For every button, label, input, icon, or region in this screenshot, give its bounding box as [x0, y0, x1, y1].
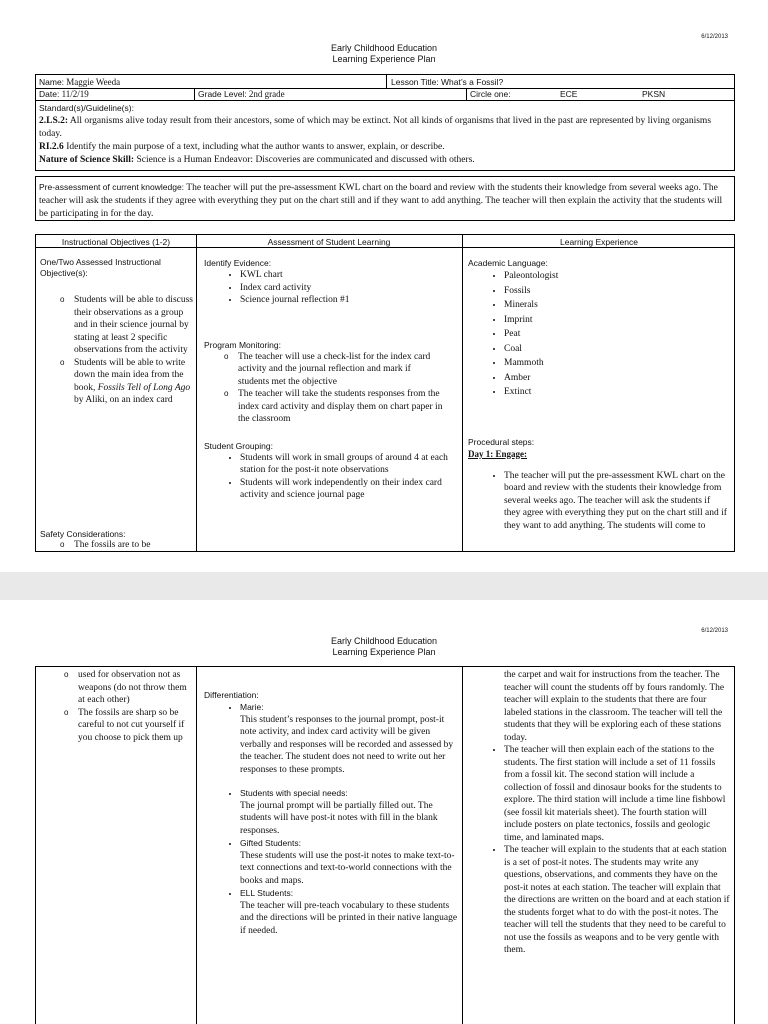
name-value: Maggie Weeda — [66, 77, 121, 87]
objective-1: o Students will be able to discuss their observations as a group and in their science journal by stating at least 2 specific observations from the activity — [74, 294, 194, 357]
lesson-title-field — [391, 76, 731, 88]
circle-one-label: Circle one: — [470, 89, 511, 99]
vocab-item: • Coal — [504, 342, 730, 357]
document-date: 6/12/2013 — [701, 34, 728, 40]
grouping-list — [204, 452, 454, 502]
academic-language-label: Academic Language: — [468, 258, 548, 268]
diff-gifted: • Gifted Students: These students will use the post-it notes to make text-to-text connections and text-to-world connections with the books and maps. — [240, 837, 462, 887]
standard-ri26: RI.2.6 Identify the main purpose of a text, including what the author wants to answer, explain, or describe. — [39, 142, 445, 152]
name-field — [39, 76, 379, 88]
vocabulary-list — [468, 269, 730, 400]
evidence-item: • KWL chart — [240, 269, 458, 282]
date-value: 11/2/19 — [61, 89, 89, 99]
safety-item-1-continued: o used for observation not as weapons (do not throw them at each other) — [78, 669, 192, 707]
page-2 — [0, 600, 768, 1024]
learning-column-continued — [468, 669, 730, 957]
objective-2: o Students will be able to write down the main idea from the book, Fossils Tell of Long Ago by Aliki, on an index card — [74, 357, 194, 407]
vocab-item: • Minerals — [504, 298, 730, 313]
assessment-column — [204, 257, 458, 502]
evidence-label: Identify Evidence: — [204, 258, 272, 268]
grouping-label: Student Grouping: — [204, 440, 273, 451]
procedure-step-1-start: • The teacher will put the pre-assessment KWL chart on the board and review with the students their knowledge from several weeks ago. The teacher will ask the students if they agree with everything they put on the chart still and if they want to add anything. The students will come to — [504, 470, 728, 533]
grouping-item: • Students will work in small groups of around 4 at each station for the post-it note observations — [240, 452, 454, 477]
vocab-item: • Extinct — [504, 385, 730, 400]
grouping-item: • Students will work independently on their index card activity and science journal page — [240, 477, 454, 502]
procedure-step-3: • The teacher will explain to the students that at each station is a set of post-it notes. The students may write any questions, observations, and comments they have on the post-it notes at each station. The teacher will explain that the directions are written on the board and at each station if the students forget what to do with the post-it notes. The teacher will tell the students that they need to be careful to not use the fossils as weapons and to be very gentle with them. — [504, 844, 730, 957]
grade-level-label: Grade Level: — [198, 89, 247, 99]
col-header-assessment: Assessment of Student Learning — [267, 237, 391, 247]
safety-label: Safety Considerations: — [40, 529, 126, 539]
header-title: Early Childhood Education — [330, 636, 438, 646]
diff-ell: • ELL Students: The teacher will pre-teach vocabulary to these students and the directions will be printed in their native language if needed. — [240, 887, 462, 937]
diff-marie: • Marie: This student’s responses to the journal prompt, post-it note activity, and index card activity will be given verbally and responses will be recorded and assessed by the teacher. The student does not need to write out her responses to these prompts. — [240, 701, 462, 776]
monitoring-label: Program Monitoring: — [204, 339, 282, 350]
vocab-item: • Mammoth — [504, 356, 730, 371]
objectives-list — [40, 294, 194, 407]
safety-item-1-start: o The fossils are to be — [74, 539, 192, 552]
diff-special-needs: • Students with special needs: The journal prompt will be partially filled out. The students will have post-it notes with fill in the blank responses. — [240, 787, 462, 837]
info-table — [35, 74, 735, 101]
differentiation-section — [204, 689, 458, 937]
document-header-page-2 — [0, 636, 768, 658]
document-header — [0, 43, 768, 65]
document-date-page-2: 6/12/2013 — [701, 628, 728, 634]
grade-level-field — [198, 88, 458, 100]
lesson-title-value: What’s a Fossil? — [440, 77, 504, 87]
vocab-item: • Paleontologist — [504, 269, 730, 284]
preassessment-label: Pre-assessment of current knowledge: — [39, 182, 185, 192]
standards-label: Standard(s)/Guideline(s): — [39, 103, 134, 113]
date-field — [39, 88, 189, 100]
vocab-item: • Amber — [504, 371, 730, 386]
header-subtitle: Learning Experience Plan — [332, 647, 436, 657]
standards-section — [35, 100, 735, 171]
header-subtitle: Learning Experience Plan — [332, 54, 436, 64]
procedure-step-1-continued: the carpet and wait for instructions from the teacher. The teacher will count the students off by fours randomly. The teacher will explain to the students that there are four labeled stations in the classroom. The teacher will tell the students that they will be exploring each of these stations today. — [504, 670, 725, 743]
safety-list-continued — [40, 669, 192, 744]
monitoring-item: o The teacher will take the students responses from the index card activity and display them on chart paper in the classroom — [238, 388, 444, 426]
circle-one-field — [470, 88, 730, 100]
evidence-item: • Index card activity — [240, 282, 458, 295]
circle-option-ece[interactable]: ECE — [560, 89, 578, 99]
differentiation-list — [204, 701, 462, 937]
safety-list-start — [40, 539, 192, 552]
vocab-item: • Peat — [504, 327, 730, 342]
procedural-steps-label: Procedural steps: — [468, 436, 535, 447]
monitoring-item: o The teacher will use a check-list for the index card activity and the journal reflection and mark if students met the objective — [238, 351, 444, 389]
monitoring-list — [204, 351, 444, 426]
evidence-item: • Science journal reflection #1 — [240, 294, 458, 307]
vocab-item: • Imprint — [504, 313, 730, 328]
safety-item-2: o The fossils are sharp so be careful to not cut yourself if you choose to pick them up — [78, 707, 192, 745]
preassessment-section — [35, 176, 735, 221]
main-table-page-2 — [35, 666, 735, 1024]
date-label: Date: — [39, 89, 60, 99]
main-table-page-1 — [35, 234, 735, 552]
standard-nature-of-science: Nature of Science Skill: Science is a Human Endeavor: Discoveries are communicated and discussed with others. — [39, 155, 475, 165]
objectives-column — [40, 257, 192, 407]
differentiation-label: Differentiation: — [204, 690, 259, 700]
lesson-title-label: Lesson Title: — [391, 77, 439, 87]
circle-option-pksn[interactable]: PKSN — [642, 89, 666, 99]
procedure-list-page-1 — [468, 470, 728, 533]
objectives-label: One/Two Assessed Instructional Objective(s): — [40, 257, 161, 278]
evidence-list — [204, 269, 458, 307]
standard-2ls2: 2.LS.2: All organisms alive today result from their ancestors, some of which may be extinct. Not all kinds of organisms that lived in the past are represented by living organisms today. — [39, 116, 712, 139]
procedure-list-page-2 — [468, 669, 730, 957]
vocab-item: • Fossils — [504, 284, 730, 299]
preassessment-text: Pre-assessment of current knowledge: The teacher will put the pre-assessment KWL chart on the board and review with the students their knowledge from several weeks ago. The teacher will ask the students if they agree with everything they put on the chart still and if they want to add anything. The teacher will then explain the activity that the students will be participating in for the day. — [39, 182, 723, 219]
procedure-step-2: • The teacher will then explain each of the stations to the students. The first station will include a set of 11 fossils from a fossil kit. The second station will include a collection of fossil and dinosaur books for the students to explore. The third station will include a time line fishbowl (see fossil kit materials sheet). The fourth station will include posters on plate tectonics, fossils and geologic time, and laminated maps. — [504, 744, 730, 844]
learning-column — [468, 257, 730, 532]
day-1-engage-label: Day 1: Engage: — [468, 448, 527, 459]
name-label: Name: — [39, 77, 65, 87]
col-header-objectives: Instructional Objectives (1-2) — [61, 237, 171, 247]
col-header-learning: Learning Experience — [560, 237, 638, 247]
header-title: Early Childhood Education — [330, 43, 438, 53]
grade-level-value: 2nd grade — [248, 89, 285, 99]
